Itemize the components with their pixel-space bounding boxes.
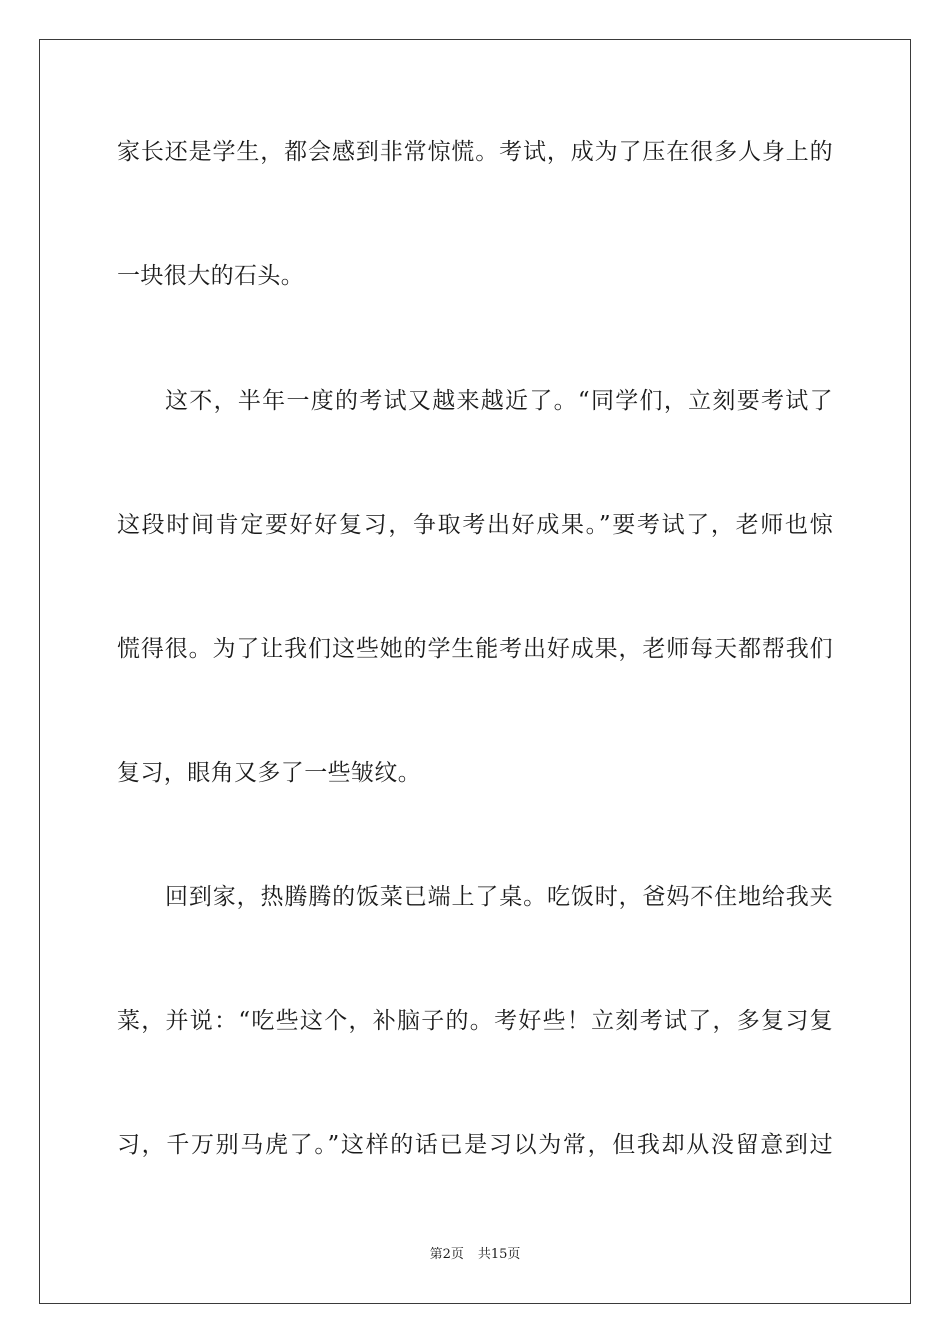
text-line: 习，千万别马虎了。”这样的话已是习以为常，但我却从没留意到过 bbox=[117, 1132, 833, 1158]
text-line: 这段时间肯定要好好复习，争取考出好成果。”要考试了，老师也惊 bbox=[117, 512, 833, 538]
page-number: 第2页 bbox=[429, 1247, 464, 1262]
text-line: 一块很大的石头。 bbox=[117, 263, 305, 289]
text-line: 慌得很。为了让我们这些她的学生能考出好成果，老师每天都帮我们 bbox=[117, 636, 833, 662]
text-line: 复习，眼角又多了一些皱纹。 bbox=[117, 760, 422, 786]
page-footer bbox=[0, 1246, 950, 1264]
text-line: 家长还是学生，都会感到非常惊慌。考试，成为了压在很多人身上的 bbox=[117, 139, 833, 165]
page-border bbox=[39, 39, 911, 1304]
total-pages: 共15页 bbox=[477, 1247, 521, 1262]
paragraph-start-line: 这不，半年一度的考试又越来越近了。“同学们，立刻要考试了 bbox=[165, 388, 833, 414]
text-line: 菜，并说：“吃些这个，补脑子的。考好些！立刻考试了，多复习复 bbox=[117, 1008, 833, 1034]
paragraph-start-line: 回到家，热腾腾的饭菜已端上了桌。吃饭时，爸妈不住地给我夹 bbox=[165, 884, 833, 910]
